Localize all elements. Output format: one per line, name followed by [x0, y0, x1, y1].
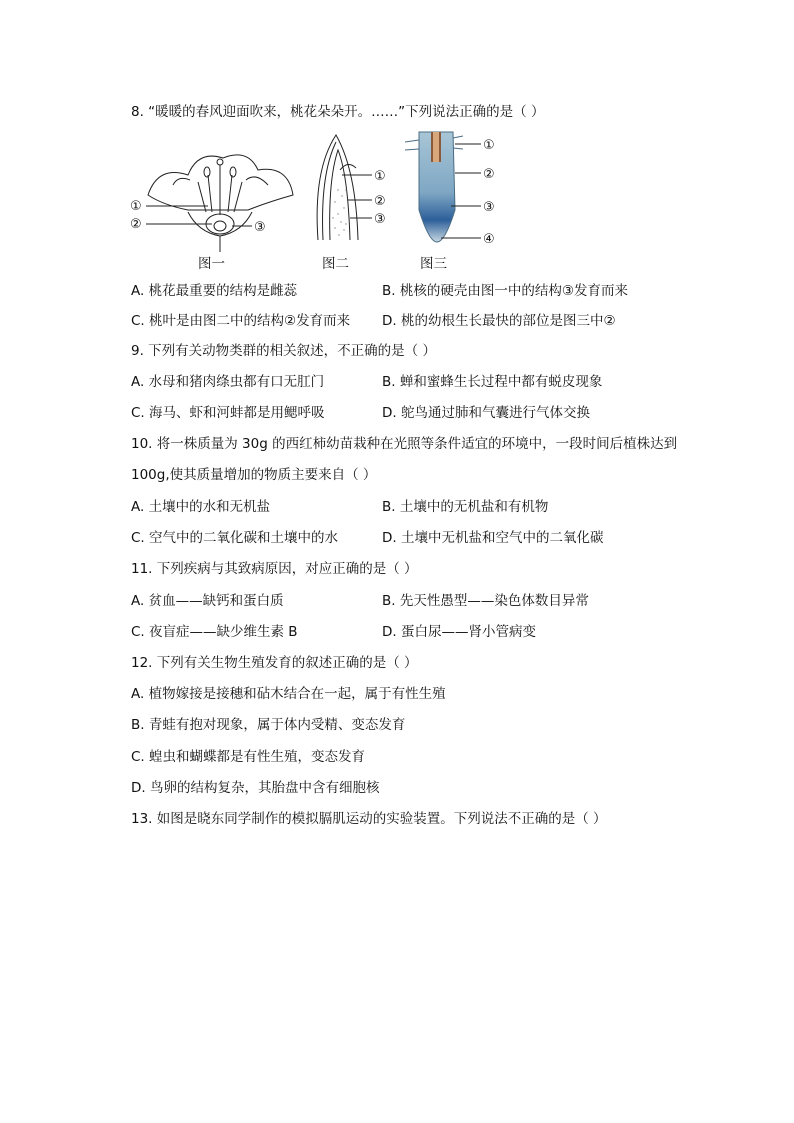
q8-stem: 8. “暖暖的春风迎面吹来，桃花朵朵开。……”下列说法正确的是（ ） — [131, 104, 545, 120]
q9-option-a[interactable]: A. 水母和猪肉绦虫都有口无肛门 — [131, 374, 325, 390]
fig3-label-2: ② — [483, 167, 495, 182]
fig1-label-2: ② — [130, 217, 142, 232]
q12-option-b[interactable]: B. 青蛙有抱对现象，属于体内受精、变态发育 — [131, 717, 406, 733]
q12-option-a[interactable]: A. 植物嫁接是接穗和砧木结合在一起，属于有性生殖 — [131, 686, 446, 702]
q11-option-c[interactable]: C. 夜盲症——缺少维生素 B — [131, 624, 298, 640]
q11-stem: 11. 下列疾病与其致病原因，对应正确的是（ ） — [131, 561, 418, 577]
fig3-caption: 图三 — [420, 256, 447, 272]
q9-option-d[interactable]: D. 鸵鸟通过肺和气囊进行气体交换 — [382, 405, 590, 421]
q10-option-a[interactable]: A. 土壤中的水和无机盐 — [131, 499, 271, 515]
q11-option-d[interactable]: D. 蛋白尿——肾小管病变 — [382, 624, 536, 640]
q10-option-b[interactable]: B. 土壤中的无机盐和有机物 — [382, 499, 549, 515]
q11-option-b[interactable]: B. 先天性愚型——染色体数目异常 — [382, 593, 589, 609]
q10-stem-line2: 100g,使其质量增加的物质主要来自（ ） — [131, 467, 377, 483]
q8-option-c[interactable]: C. 桃叶是由图二中的结构②发育而来 — [131, 313, 351, 329]
fig1-label-3: ③ — [254, 220, 266, 235]
figure-flower — [128, 140, 308, 252]
fig2-label-2: ② — [374, 194, 386, 209]
fig3-label-1: ① — [483, 138, 495, 153]
q12-option-d[interactable]: D. 鸟卵的结构复杂，其胎盘中含有细胞核 — [131, 780, 380, 796]
q12-option-c[interactable]: C. 蝗虫和蝴蝶都是有性生殖，变态发育 — [131, 749, 366, 765]
fig2-label-1: ① — [374, 169, 386, 184]
q8-option-b[interactable]: B. 桃核的硬壳由图一中的结构③发育而来 — [382, 283, 628, 299]
q9-option-c[interactable]: C. 海马、虾和河蚌都是用鳃呼吸 — [131, 405, 325, 421]
fig3-label-3: ③ — [483, 200, 495, 215]
fig1-label-1: ① — [130, 199, 142, 214]
q13-stem: 13. 如图是晓东同学制作的模拟膈肌运动的实验装置。下列说法不正确的是（ ） — [131, 811, 607, 827]
q8-option-a[interactable]: A. 桃花最重要的结构是雌蕊 — [131, 283, 298, 299]
q12-stem: 12. 下列有关生物生殖发育的叙述正确的是（ ） — [131, 655, 418, 671]
q9-stem: 9. 下列有关动物类群的相关叙述，不正确的是（ ） — [131, 343, 436, 359]
q11-option-a[interactable]: A. 贫血——缺钙和蛋白质 — [131, 593, 284, 609]
fig1-caption: 图一 — [198, 256, 225, 272]
q10-stem-line1: 10. 将一株质量为 30g 的西红柿幼苗栽种在光照等条件适宜的环境中，一段时间后植株达到 — [131, 436, 678, 452]
q10-option-d[interactable]: D. 土壤中无机盐和空气中的二氧化碳 — [382, 530, 604, 546]
q9-option-b[interactable]: B. 蝉和蜜蜂生长过程中都有蜕皮现象 — [382, 374, 603, 390]
fig2-caption: 图二 — [322, 256, 349, 272]
q8-option-d[interactable]: D. 桃的幼根生长最快的部位是图三中② — [382, 313, 616, 329]
figure-root-tip — [405, 130, 505, 250]
fig3-label-4: ④ — [483, 232, 495, 247]
q10-option-c[interactable]: C. 空气中的二氧化碳和土壤中的水 — [131, 530, 339, 546]
figure-seed — [308, 130, 408, 245]
fig2-label-3: ③ — [374, 212, 386, 227]
